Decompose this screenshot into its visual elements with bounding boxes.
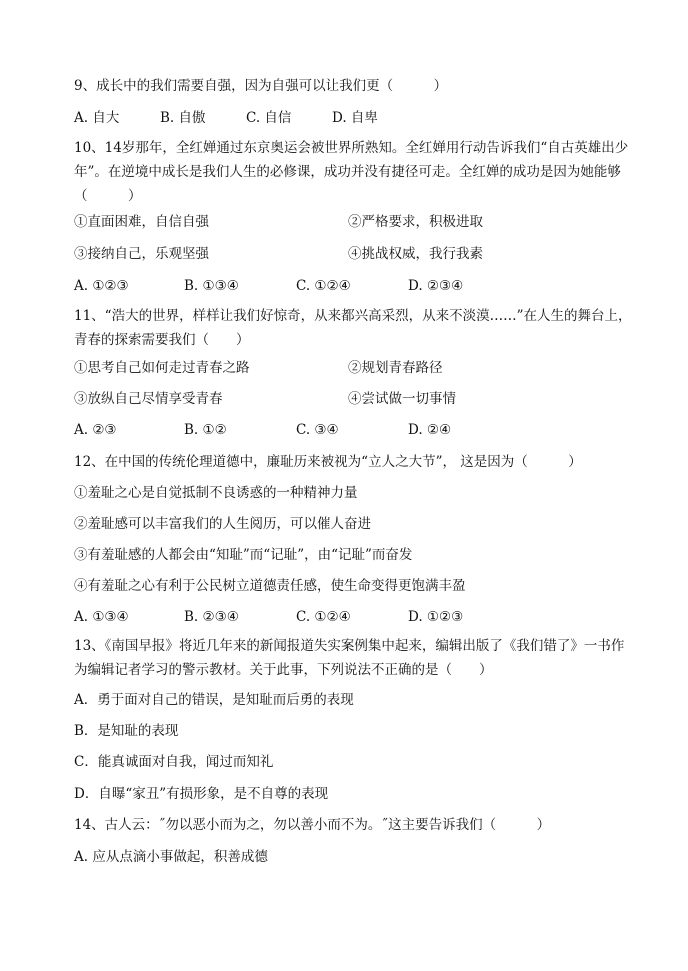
- q10-item-3: ③接纳自己，乐观坚强: [74, 246, 209, 262]
- q12-option-c: C. ①②④: [296, 609, 351, 625]
- question-10-options: [74, 276, 508, 296]
- q11-option-c: C. ③④: [296, 422, 339, 438]
- q13-option-b: B．是知耻的表现: [74, 723, 179, 739]
- question-10-stem: 10、14岁那年，全红婵通过东京奥运会被世界所熟知。全红婵用行动告诉我们“自古英雄出少年”。在逆境中成长是我们人生的必修课，成功并没有捷径可走。全红婵的成功是因为她能够（ ）: [74, 140, 629, 204]
- question-12-stem: 12、在中国的传统伦理道德中，廉耻历来被视为“立人之大节”， 这是因为（ ）: [74, 454, 582, 470]
- q10-item-1: ①直面困难，自信自强: [74, 214, 209, 230]
- question-12-options: [74, 607, 508, 627]
- q13-option-c: C．能真诚面对自我，闻过而知礼: [74, 754, 274, 770]
- q12-option-b: B. ②③④: [184, 609, 239, 625]
- q11-item-3: ③放纵自己尽情享受青春: [74, 391, 223, 407]
- q13-option-d: D．自曝“家丑”有损形象，是不自尊的表现: [74, 786, 329, 802]
- q13-option-a: A．勇于面对自己的错误，是知耻而后勇的表现: [74, 692, 354, 708]
- q9-option-b: B. 自傲: [160, 110, 206, 126]
- q9-option-a: A. 自大: [74, 110, 120, 126]
- q10-option-c: C. ①②④: [296, 278, 351, 294]
- q10-item-2: ②严格要求，积极进取: [348, 214, 483, 230]
- question-13-stem: 13、《南国早报》将近几年来的新闻报道失实案例集中起来，编辑出版了《我们错了》一书作为编辑记者学习的警示教材。关于此事，下列说法不正确的是（ ）: [74, 638, 625, 678]
- q12-item-4: ④有羞耻之心有利于公民树立道德责任感，使生命变得更饱满丰盈: [74, 578, 466, 594]
- q11-option-b: B. ①②: [184, 422, 227, 438]
- q10-item-4: ④挑战权威，我行我素: [348, 246, 483, 262]
- question-11-stem: 11、“浩大的世界，样样让我们好惊奇，从来都兴高采烈，从来不淡漠……”在人生的舞台上，青春的探索需要我们（ ）: [74, 308, 632, 348]
- q14-option-a: A. 应从点滴小事做起，积善成德: [74, 849, 268, 865]
- q11-item-1: ①思考自己如何走过青春之路: [74, 360, 250, 376]
- q11-option-a: A. ②③: [74, 422, 117, 438]
- q12-item-3: ③有羞耻感的人都会由“知耻”而“记耻”，由“记耻”而奋发: [74, 547, 413, 563]
- q12-option-d: D. ①②③: [408, 609, 464, 625]
- q11-item-4: ④尝试做一切事情: [348, 391, 456, 407]
- q9-option-c: C. 自信: [246, 110, 292, 126]
- question-9-stem: 9、成长中的我们需要自强，因为自强可以让我们更（ ）: [74, 78, 448, 94]
- q11-option-d: D. ②④: [408, 422, 452, 438]
- q9-option-d: D. 自卑: [332, 110, 378, 126]
- q10-option-d: D. ②③④: [408, 278, 464, 294]
- question-11-options: [74, 420, 508, 440]
- q12-option-a: A. ①③④: [74, 609, 129, 625]
- q10-option-a: A. ①②③: [74, 278, 129, 294]
- q11-item-2: ②规划青春路径: [348, 360, 443, 376]
- question-9-options: [74, 108, 432, 128]
- q10-option-b: B. ①③④: [184, 278, 239, 294]
- q12-item-1: ①羞耻之心是自觉抵制不良诱惑的一种精神力量: [74, 485, 358, 501]
- question-14-stem: 14、古人云：˝勿以恶小而为之，勿以善小而不为。˝这主要告诉我们（ ）: [74, 817, 551, 833]
- q12-item-2: ②羞耻感可以丰富我们的人生阅历，可以催人奋进: [74, 516, 371, 532]
